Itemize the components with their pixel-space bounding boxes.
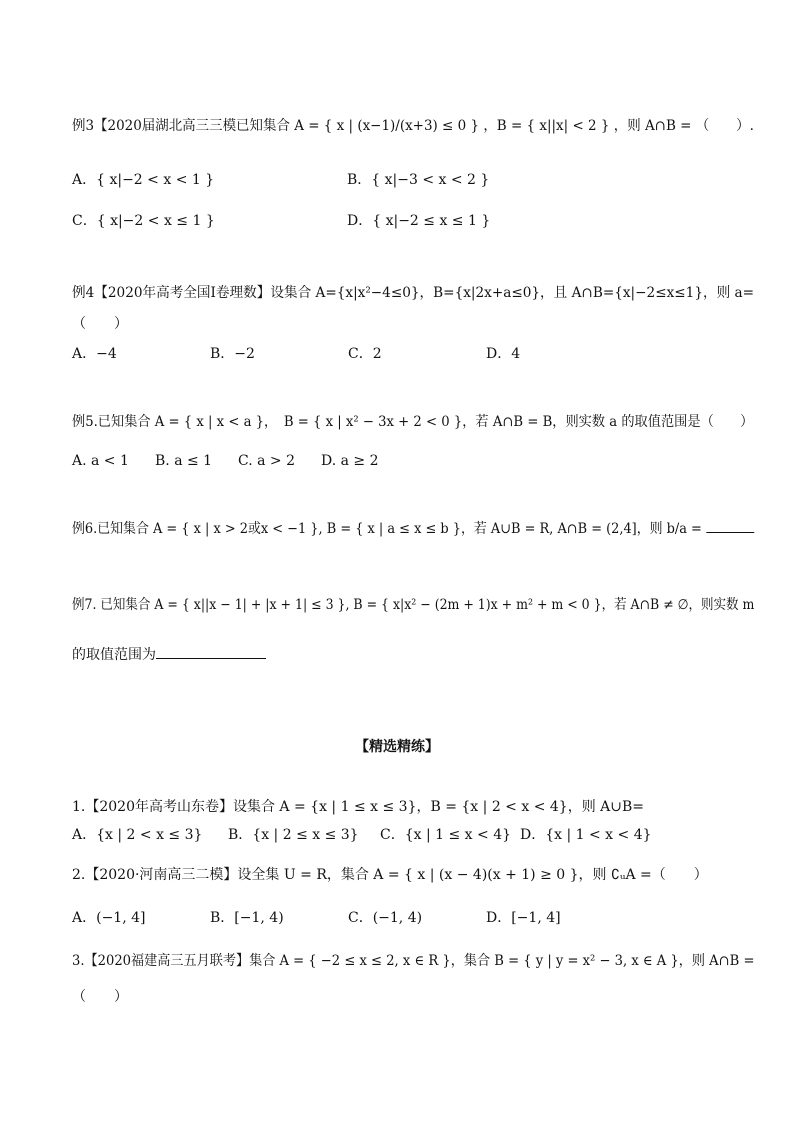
question-1-option-a: A．{x | 2 < x ≤ 3}: [72, 827, 203, 843]
example-3-option-c: C．{ x|−2 < x ≤ 1 }: [72, 213, 215, 229]
example-4-paren: （ ）: [72, 316, 128, 332]
question-2-option-b: B．[−1, 4): [210, 910, 284, 926]
example-4-option-a: A．−4: [72, 346, 117, 362]
example-7-stem: 例7. 已知集合 A = { x||x − 1| + |x + 1| ≤ 3 }, B = { x|x² − (2m + 1)x + m² + m < 0 }，若 A∩B ≠ ∅，则实数 m: [72, 597, 755, 613]
example-5-option-b: B. a ≤ 1: [155, 453, 213, 469]
example-7-text: 的取值范围为: [72, 647, 156, 663]
question-2-option-c: C．(−1, 4): [348, 910, 423, 926]
example-7-answer-blank[interactable]: [156, 644, 266, 659]
example-6-answer-blank[interactable]: [706, 518, 754, 533]
example-4-option-d: D．4: [486, 346, 521, 362]
question-2-stem: 2.【2020·河南高三二模】设全集 U = R，集合 A = { x | (x − 4)(x + 1) ≥ 0 }，则 ∁ᵤA =（ ）: [72, 867, 708, 883]
question-2-option-a: A．(−1, 4]: [72, 910, 146, 926]
example-4-option-c: C．2: [348, 346, 382, 362]
example-5-option-c: C. a > 2: [238, 453, 295, 469]
example-4-stem: 例4【2020年高考全国Ⅰ卷理数】设集合 A={x|x²−4≤0}，B={x|2x+a≤0}，且 A∩B={x|−2≤x≤1}，则 a=: [72, 285, 755, 301]
question-1-option-b: B．{x | 2 ≤ x ≤ 3}: [228, 827, 359, 843]
example-5-option-d: D. a ≥ 2: [321, 453, 379, 469]
question-3-paren: （ ）: [72, 989, 128, 1005]
example-6-text: 例6.已知集合 A = { x | x > 2或x < −1 }, B = { x | a ≤ x ≤ b }，若 A∪B = R, A∩B = (2,4]，则 b/a =: [72, 521, 702, 537]
question-1-stem: 1.【2020年高考山东卷】设集合 A = {x | 1 ≤ x ≤ 3}，B = {x | 2 < x < 4}，则 A∪B=: [72, 799, 645, 815]
question-1-option-d: D．{x | 1 < x < 4}: [520, 827, 652, 843]
example-5-option-a: A. a < 1: [72, 453, 129, 469]
example-4-option-b: B．−2: [210, 346, 255, 362]
question-2-option-d: D．[−1, 4]: [486, 910, 561, 926]
example-3-option-a: A．{ x|−2 < x < 1 }: [72, 172, 215, 188]
question-1-option-c: C．{x | 1 ≤ x < 4}: [380, 827, 512, 843]
example-6-stem: [72, 518, 754, 539]
example-7-stem-cont: [72, 644, 266, 665]
example-3-option-b: B．{ x|−3 < x < 2 }: [347, 172, 490, 188]
example-3-stem: 例3【2020届湖北高三三模已知集合 A = { x | (x−1)/(x+3) ≤ 0 } ，B = { x||x| < 2 } ，则 A∩B = （ ）.: [72, 118, 754, 134]
example-5-stem: 例5.已知集合 A = { x | x < a }， B = { x | x² − 3x + 2 < 0 }，若 A∩B = B，则实数 a 的取值范围是（ ）: [72, 414, 754, 430]
section-title: 【精选精练】: [355, 739, 439, 755]
example-3-option-d: D．{ x|−2 ≤ x ≤ 1 }: [347, 213, 491, 229]
question-3-stem: 3.【2020福建高三五月联考】集合 A = { −2 ≤ x ≤ 2, x ∈ R }，集合 B = { y | y = x² − 3, x ∈ A }，则 A∩B =: [72, 953, 755, 969]
